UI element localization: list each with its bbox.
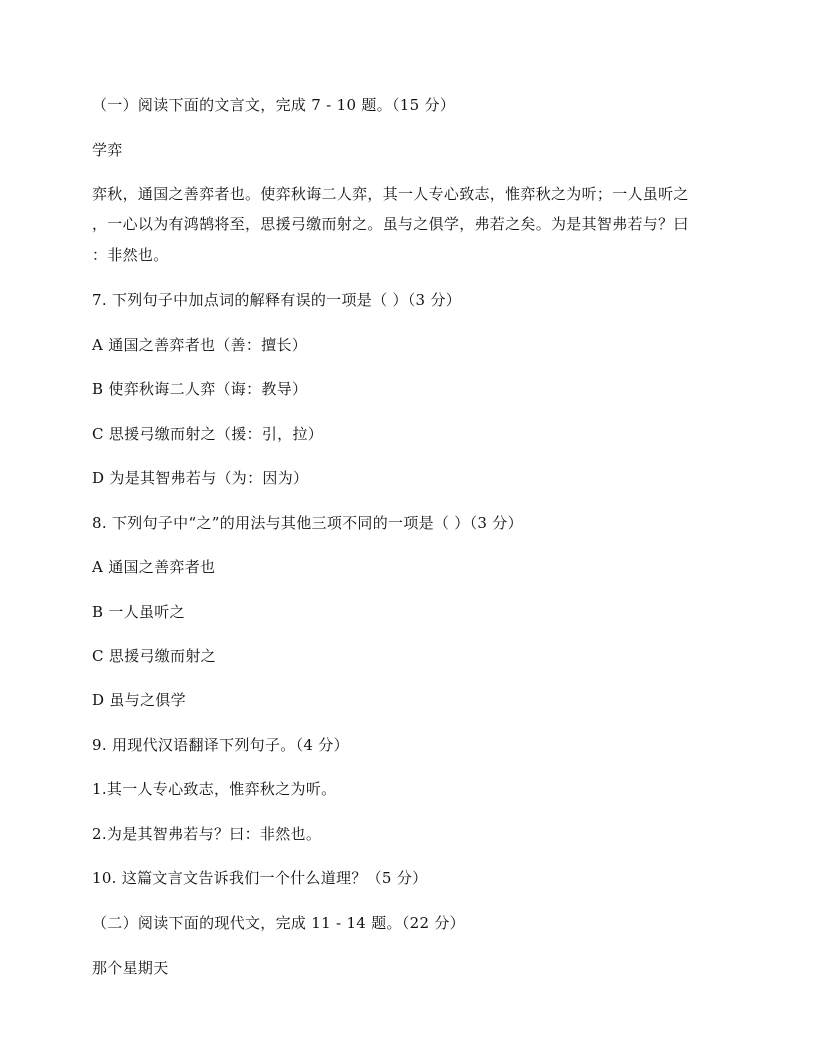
q8-option-c: C 思援弓缴而射之 xyxy=(92,647,216,665)
passage-line-2: ，一心以为有鸿鹄将至，思援弓缴而射之。虽与之俱学，弗若之矣。为是其智弗若与？曰 xyxy=(92,215,689,233)
section1-header: （一）阅读下面的文言文，完成 7 - 10 题。（15 分） xyxy=(92,96,456,114)
passage-title: 学弈 xyxy=(92,141,123,159)
q8-option-a: A 通国之善弈者也 xyxy=(92,558,216,576)
q9-item-2: 2.为是其智弗若与？曰：非然也。 xyxy=(92,825,322,843)
q9-stem: 9. 用现代汉语翻译下列句子。（4 分） xyxy=(92,736,349,754)
q9-item-1: 1.其一人专心致志，惟弈秋之为听。 xyxy=(92,780,337,798)
q7-option-a: A 通国之善弈者也（善：擅长） xyxy=(92,336,308,354)
q7-option-c: C 思援弓缴而射之（援：引，拉） xyxy=(92,425,324,443)
section2-title: 那个星期天 xyxy=(92,959,169,977)
passage-line-1: 弈秋，通国之善弈者也。使弈秋诲二人弈，其一人专心致志，惟弈秋之为听；一人虽听之 xyxy=(92,185,689,203)
q7-option-b: B 使弈秋诲二人弈（诲：教导） xyxy=(92,380,308,398)
section2-header: （二）阅读下面的现代文，完成 11 - 14 题。（22 分） xyxy=(92,914,465,932)
q8-option-d: D 虽与之俱学 xyxy=(92,691,186,709)
q10-stem: 10. 这篇文言文告诉我们一个什么道理？（5 分） xyxy=(92,869,428,887)
q8-option-b: B 一人虽听之 xyxy=(92,603,185,621)
q8-stem: 8. 下列句子中“之”的用法与其他三项不同的一项是（ ）（3 分） xyxy=(92,514,523,532)
q7-stem: 7. 下列句子中加点词的解释有误的一项是（ ）（3 分） xyxy=(92,291,462,309)
passage-line-3: ：非然也。 xyxy=(92,246,169,264)
q7-option-d: D 为是其智弗若与（为：因为） xyxy=(92,469,309,487)
